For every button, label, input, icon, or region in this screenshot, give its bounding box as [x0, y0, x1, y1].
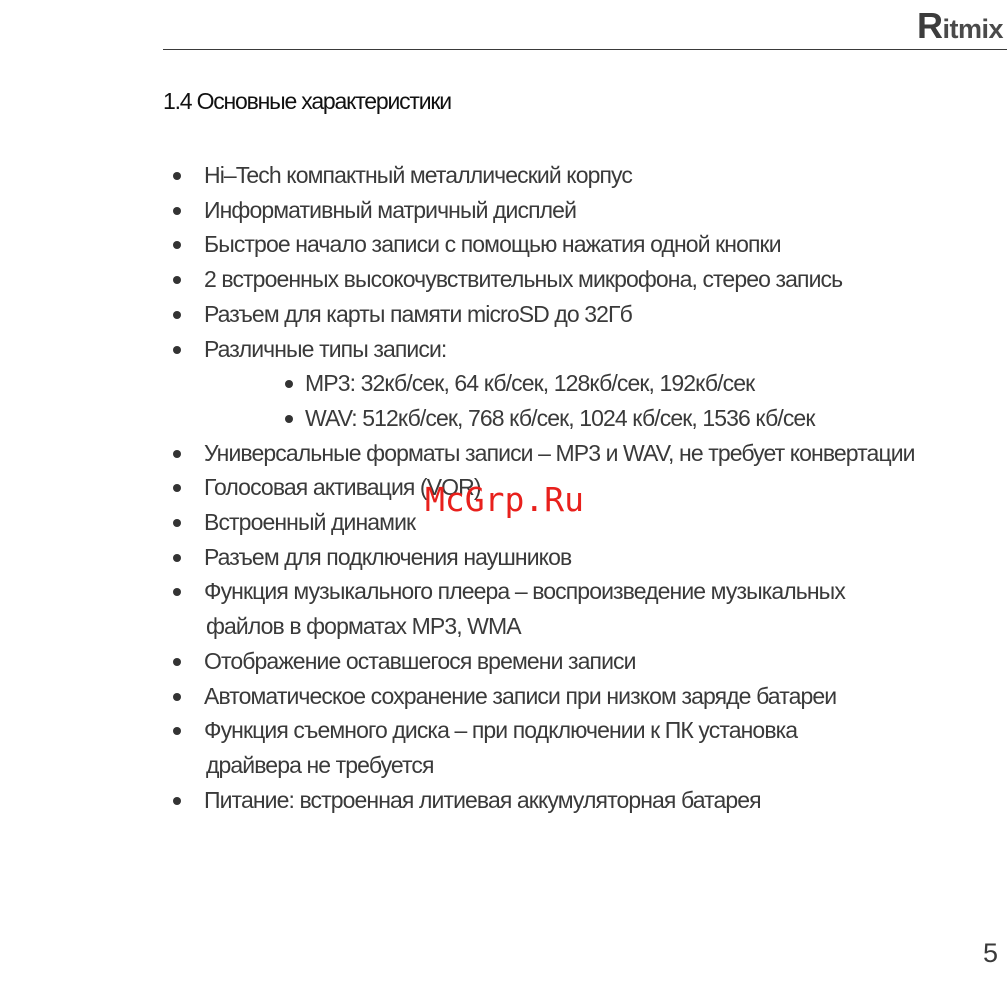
- section-title: 1.4 Основные характеристики: [163, 88, 451, 114]
- logo-wordmark: itmix: [942, 14, 1003, 44]
- feature-item: Быстрое начало записи с помощью нажатия одной кнопки: [0, 227, 1007, 262]
- feature-item: Разъем для подключения наушников: [0, 540, 1007, 575]
- feature-item: Разъем для карты памяти microSD до 32Гб: [0, 297, 1007, 332]
- feature-item: Hi–Tech компактный металлический корпус: [0, 158, 1007, 193]
- feature-item: Автоматическое сохранение записи при низком заряде батареи: [0, 679, 1007, 714]
- ritmix-logo: [917, 6, 1003, 46]
- feature-item: Питание: встроенная литиевая аккумуляторная батарея: [0, 783, 1007, 818]
- feature-item: Функция музыкального плеера – воспроизведение музыкальных: [0, 574, 1007, 609]
- page-number: 5: [982, 938, 998, 968]
- feature-item: Отображение оставшегося времени записи: [0, 644, 1007, 679]
- logo-letter-r: R: [916, 5, 943, 46]
- feature-item: Голосовая активация (VOR): [0, 470, 1007, 505]
- feature-subitem: MP3: 32кб/сек, 64 кб/сек, 128кб/сек, 192кб/сек: [0, 366, 1007, 401]
- feature-item: Информативный матричный дисплей: [0, 193, 1007, 228]
- header-divider: [163, 49, 1007, 50]
- feature-item-continuation: драйвера не требуется: [206, 751, 434, 778]
- feature-item: 2 встроенных высокочувствительных микрофона, стерео запись: [0, 262, 1007, 297]
- feature-item: Функция съемного диска – при подключении к ПК установка: [0, 713, 1007, 748]
- feature-item-continuation: файлов в форматах MP3, WMA: [206, 613, 521, 640]
- watermark: McGrp.Ru: [425, 480, 584, 519]
- feature-item: Универсальные форматы записи – MP3 и WAV, не требует конвертации: [0, 436, 1007, 471]
- feature-item: Различные типы записи:: [0, 332, 1007, 367]
- feature-item: Встроенный динамик: [0, 505, 1007, 540]
- feature-subitem: WAV: 512кб/сек, 768 кб/сек, 1024 кб/сек, 1536 кб/сек: [0, 401, 1007, 436]
